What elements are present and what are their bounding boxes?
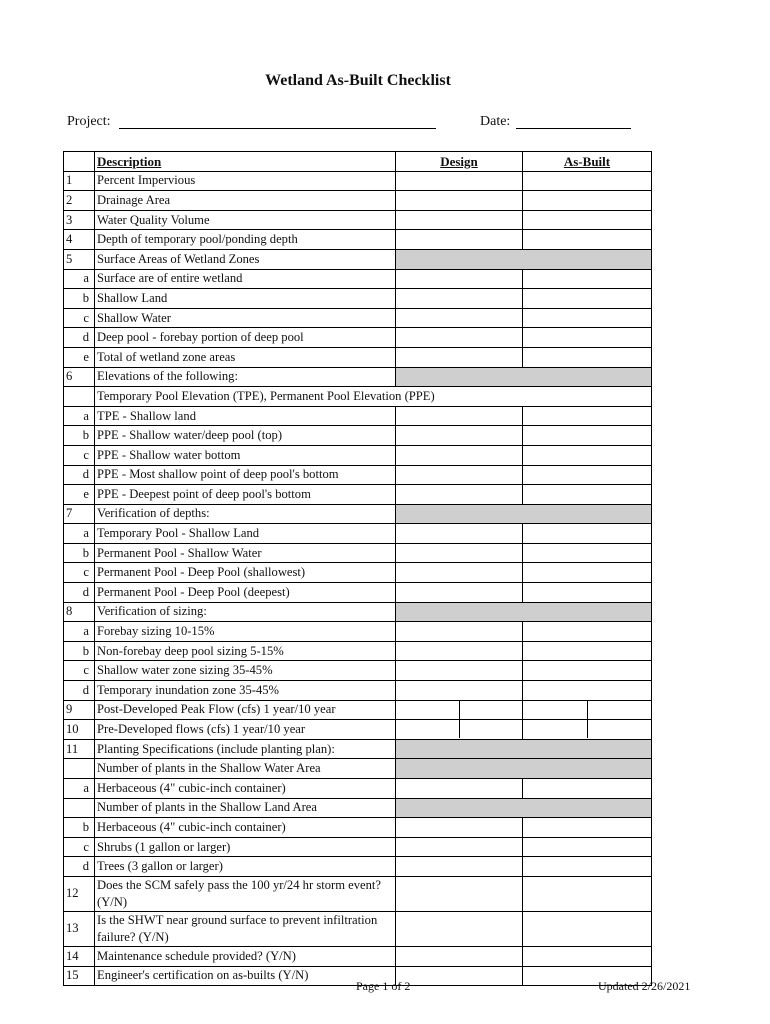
row-description: Drainage Area: [95, 191, 396, 211]
page-number: Page 1 of 2: [356, 979, 411, 993]
as-built-cell[interactable]: [523, 720, 652, 740]
row-description: Deep pool - forebay portion of deep pool: [95, 328, 396, 348]
shaded-cell: [396, 739, 652, 759]
split-pair: [398, 701, 520, 720]
table-row: [64, 347, 652, 367]
split-pair: [525, 720, 649, 739]
table-row: [64, 759, 652, 779]
design-column-header: Design: [396, 152, 523, 172]
row-number: 10: [64, 720, 95, 740]
row-description: Temporary Pool Elevation (TPE), Permanent Pool Elevation (PPE): [95, 387, 652, 407]
table-row: [64, 876, 652, 911]
design-cell[interactable]: [396, 681, 523, 701]
split-pair: [398, 720, 520, 739]
as-built-cell[interactable]: [523, 622, 652, 642]
shaded-cell: [396, 367, 652, 387]
row-description: TPE - Shallow land: [95, 406, 396, 426]
design-cell[interactable]: [396, 465, 523, 485]
row-description: Temporary Pool - Shallow Land: [95, 524, 396, 544]
as-built-cell[interactable]: [523, 681, 652, 701]
design-cell[interactable]: [396, 966, 523, 986]
row-description: Is the SHWT near ground surface to prevent infiltration failure? (Y/N): [95, 911, 396, 946]
as-built-cell[interactable]: [523, 563, 652, 583]
shaded-cell: [396, 602, 652, 622]
as-built-cell[interactable]: [523, 308, 652, 328]
project-label: Project:: [67, 114, 111, 129]
design-cell[interactable]: [396, 622, 523, 642]
row-description: Forebay sizing 10-15%: [95, 622, 396, 642]
as-built-cell[interactable]: [523, 465, 652, 485]
row-description: Does the SCM safely pass the 100 yr/24 hr storm event? (Y/N): [95, 876, 396, 911]
row-description: PPE - Shallow water bottom: [95, 445, 396, 465]
table-row: [64, 818, 652, 838]
design-cell[interactable]: [396, 857, 523, 877]
1-year-value[interactable]: [398, 701, 460, 719]
row-number: 1: [64, 171, 95, 191]
row-description: Non-forebay deep pool sizing 5-15%: [95, 641, 396, 661]
table-row: [64, 308, 652, 328]
table-row: [64, 465, 652, 485]
table-row: [64, 798, 652, 818]
design-cell[interactable]: [396, 328, 523, 348]
design-cell[interactable]: [396, 269, 523, 289]
design-cell[interactable]: [396, 583, 523, 603]
as-built-cell[interactable]: [523, 876, 652, 911]
row-description: Engineer's certification on as-builts (Y/N): [95, 966, 396, 986]
row-description: Herbaceous (4" cubic-inch container): [95, 818, 396, 838]
row-number: [64, 759, 95, 779]
design-cell[interactable]: [396, 406, 523, 426]
row-number: d: [64, 583, 95, 603]
table-row: [64, 504, 652, 524]
10-year-value[interactable]: [460, 720, 521, 738]
row-number: b: [64, 426, 95, 446]
shaded-cell: [396, 504, 652, 524]
updated-date: Updated 2/26/2021: [598, 979, 691, 993]
table-row: [64, 700, 652, 720]
as-built-cell[interactable]: [523, 911, 652, 946]
row-number: [64, 387, 95, 407]
design-cell[interactable]: [396, 308, 523, 328]
table-row: [64, 210, 652, 230]
design-cell[interactable]: [396, 661, 523, 681]
row-number: 5: [64, 249, 95, 269]
table-row: [64, 857, 652, 877]
1-year-value[interactable]: [525, 701, 588, 719]
design-cell[interactable]: [396, 818, 523, 838]
document-title: Wetland As-Built Checklist: [265, 72, 451, 89]
table-row: [64, 946, 652, 966]
table-row: [64, 426, 652, 446]
as-built-cell[interactable]: [523, 700, 652, 720]
project-field[interactable]: [119, 128, 436, 129]
table-row: [64, 191, 652, 211]
date-label: Date:: [480, 114, 511, 129]
design-cell[interactable]: [396, 543, 523, 563]
table-row: [64, 524, 652, 544]
row-number: [64, 798, 95, 818]
row-number: e: [64, 347, 95, 367]
table-row: [64, 328, 652, 348]
as-built-cell[interactable]: [523, 328, 652, 348]
split-pair: [525, 701, 649, 720]
table-row: [64, 485, 652, 505]
as-built-column-header: As-Built: [523, 152, 652, 172]
row-description: Planting Specifications (include planting plan):: [95, 739, 396, 759]
as-built-cell[interactable]: [523, 426, 652, 446]
design-cell[interactable]: [396, 210, 523, 230]
as-built-cell[interactable]: [523, 289, 652, 309]
row-description: Shallow Land: [95, 289, 396, 309]
as-built-cell[interactable]: [523, 818, 652, 838]
table-row: [64, 641, 652, 661]
row-description: Post-Developed Peak Flow (cfs) 1 year/10 year: [95, 700, 396, 720]
design-cell[interactable]: [396, 911, 523, 946]
table-row: [64, 289, 652, 309]
as-built-cell[interactable]: [523, 524, 652, 544]
table-row: [64, 681, 652, 701]
design-cell[interactable]: [396, 171, 523, 191]
10-year-value[interactable]: [460, 701, 521, 719]
row-number: 8: [64, 602, 95, 622]
table-row: [64, 563, 652, 583]
design-cell[interactable]: [396, 191, 523, 211]
table-row: [64, 543, 652, 563]
row-number: e: [64, 485, 95, 505]
row-number: c: [64, 837, 95, 857]
row-description: Pre-Developed flows (cfs) 1 year/10 year: [95, 720, 396, 740]
design-cell[interactable]: [396, 485, 523, 505]
row-description: Elevations of the following:: [95, 367, 396, 387]
design-cell[interactable]: [396, 876, 523, 911]
row-number: d: [64, 328, 95, 348]
as-built-cell[interactable]: [523, 661, 652, 681]
row-description: Permanent Pool - Deep Pool (deepest): [95, 583, 396, 603]
design-cell[interactable]: [396, 230, 523, 250]
as-built-cell[interactable]: [523, 269, 652, 289]
1-year-value[interactable]: [398, 720, 460, 738]
table-row: [64, 720, 652, 740]
description-column-header: Description: [95, 152, 396, 172]
checklist-table: [63, 151, 652, 986]
design-cell[interactable]: [396, 946, 523, 966]
as-built-cell[interactable]: [523, 347, 652, 367]
row-number: b: [64, 641, 95, 661]
row-description: Total of wetland zone areas: [95, 347, 396, 367]
table-row: [64, 171, 652, 191]
table-row: [64, 583, 652, 603]
row-number: 11: [64, 739, 95, 759]
design-cell[interactable]: [396, 779, 523, 799]
row-number: a: [64, 406, 95, 426]
number-column-header: [64, 152, 95, 172]
checklist-body: [64, 171, 652, 986]
row-description: Number of plants in the Shallow Land Area: [95, 798, 396, 818]
design-cell[interactable]: [396, 563, 523, 583]
table-header-row: [64, 152, 652, 172]
row-number: a: [64, 779, 95, 799]
as-built-cell[interactable]: [523, 779, 652, 799]
row-description: Shallow water zone sizing 35-45%: [95, 661, 396, 681]
as-built-cell[interactable]: [523, 857, 652, 877]
table-row: [64, 269, 652, 289]
row-description: PPE - Most shallow point of deep pool's bottom: [95, 465, 396, 485]
design-cell[interactable]: [396, 641, 523, 661]
row-number: 3: [64, 210, 95, 230]
row-number: 15: [64, 966, 95, 986]
as-built-cell[interactable]: [523, 171, 652, 191]
row-description: Number of plants in the Shallow Water Area: [95, 759, 396, 779]
row-number: d: [64, 465, 95, 485]
row-description: Verification of depths:: [95, 504, 396, 524]
row-number: 2: [64, 191, 95, 211]
row-number: 14: [64, 946, 95, 966]
as-built-cell[interactable]: [523, 445, 652, 465]
row-number: 6: [64, 367, 95, 387]
design-cell[interactable]: [396, 700, 523, 720]
shaded-cell: [396, 798, 652, 818]
design-cell[interactable]: [396, 524, 523, 544]
row-number: d: [64, 681, 95, 701]
as-built-cell[interactable]: [523, 191, 652, 211]
row-description: Depth of temporary pool/ponding depth: [95, 230, 396, 250]
table-row: [64, 249, 652, 269]
row-description: Shallow Water: [95, 308, 396, 328]
as-built-cell[interactable]: [523, 210, 652, 230]
row-number: a: [64, 524, 95, 544]
design-cell[interactable]: [396, 445, 523, 465]
row-number: 4: [64, 230, 95, 250]
row-description: Percent Impervious: [95, 171, 396, 191]
as-built-cell[interactable]: [523, 406, 652, 426]
as-built-cell[interactable]: [523, 583, 652, 603]
table-row: [64, 367, 652, 387]
row-description: Permanent Pool - Deep Pool (shallowest): [95, 563, 396, 583]
row-description: Water Quality Volume: [95, 210, 396, 230]
row-number: c: [64, 661, 95, 681]
row-description: PPE - Shallow water/deep pool (top): [95, 426, 396, 446]
row-number: a: [64, 269, 95, 289]
design-cell[interactable]: [396, 720, 523, 740]
row-number: c: [64, 445, 95, 465]
as-built-cell[interactable]: [523, 485, 652, 505]
row-description: Herbaceous (4" cubic-inch container): [95, 779, 396, 799]
row-number: 7: [64, 504, 95, 524]
row-number: d: [64, 857, 95, 877]
design-cell[interactable]: [396, 426, 523, 446]
design-cell[interactable]: [396, 289, 523, 309]
table-row: [64, 406, 652, 426]
table-row: [64, 911, 652, 946]
table-row: [64, 230, 652, 250]
as-built-cell[interactable]: [523, 837, 652, 857]
row-description: Trees (3 gallon or larger): [95, 857, 396, 877]
10-year-value[interactable]: [588, 720, 650, 738]
table-row: [64, 779, 652, 799]
table-row: [64, 837, 652, 857]
row-description: Shrubs (1 gallon or larger): [95, 837, 396, 857]
row-number: 13: [64, 911, 95, 946]
row-number: 12: [64, 876, 95, 911]
as-built-cell[interactable]: [523, 946, 652, 966]
as-built-cell[interactable]: [523, 641, 652, 661]
table-row: [64, 661, 652, 681]
table-row: [64, 622, 652, 642]
row-description: Maintenance schedule provided? (Y/N): [95, 946, 396, 966]
row-description: Verification of sizing:: [95, 602, 396, 622]
design-cell[interactable]: [396, 347, 523, 367]
row-description: Permanent Pool - Shallow Water: [95, 543, 396, 563]
design-cell[interactable]: [396, 837, 523, 857]
row-number: b: [64, 543, 95, 563]
row-description: Temporary inundation zone 35-45%: [95, 681, 396, 701]
shaded-cell: [396, 759, 652, 779]
as-built-cell[interactable]: [523, 543, 652, 563]
row-number: b: [64, 289, 95, 309]
row-number: c: [64, 563, 95, 583]
shaded-cell: [396, 249, 652, 269]
as-built-cell[interactable]: [523, 230, 652, 250]
10-year-value[interactable]: [588, 701, 650, 719]
row-description: PPE - Deepest point of deep pool's bottom: [95, 485, 396, 505]
table-row: [64, 445, 652, 465]
row-description: Surface are of entire wetland: [95, 269, 396, 289]
row-description: Surface Areas of Wetland Zones: [95, 249, 396, 269]
row-number: a: [64, 622, 95, 642]
date-field[interactable]: [516, 128, 631, 129]
row-number: b: [64, 818, 95, 838]
1-year-value[interactable]: [525, 720, 588, 738]
table-row: [64, 739, 652, 759]
table-row: [64, 387, 652, 407]
table-row: [64, 602, 652, 622]
row-number: c: [64, 308, 95, 328]
row-number: 9: [64, 700, 95, 720]
